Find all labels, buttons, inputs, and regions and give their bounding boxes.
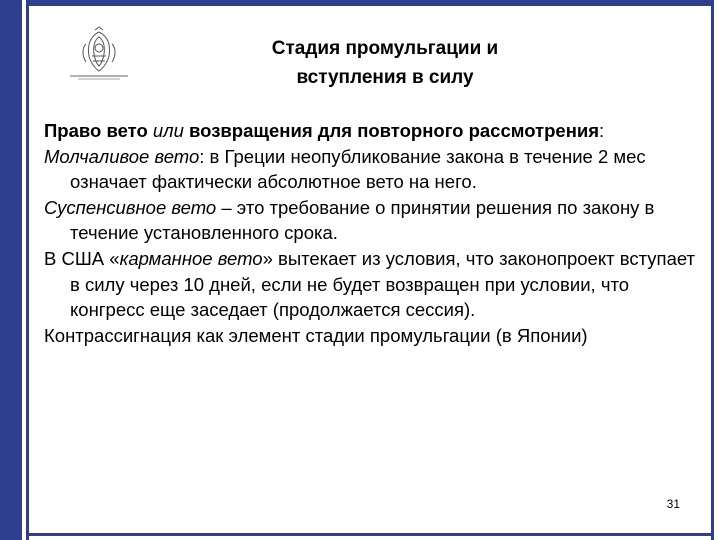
frame-right-border — [711, 0, 714, 540]
pocket-veto-lead: В США « — [44, 247, 120, 269]
pocket-veto-text: » вытекает из условия, что законопроект вступает в силу через 10 дней, если не будет возвращен при условии, что конгресс еще заседает (продолжается сессия). — [70, 247, 695, 321]
left-accent-bar — [0, 0, 22, 540]
frame-top-border — [29, 0, 713, 6]
term-suspensive-veto: Суспенсивное вето — [44, 196, 217, 218]
slide-body — [44, 118, 699, 348]
paragraph-countersignature — [44, 323, 699, 349]
page-number: 31 — [666, 497, 680, 511]
emblem-icon — [68, 26, 130, 82]
silent-veto-text: : в Греции неопубликование закона в течение 2 мес означает фактически абсолютное вето на него. — [70, 145, 646, 193]
suspensive-veto-text: – это требование о принятии решения по закону в течение установленного срока. — [70, 196, 655, 244]
term-reconsideration: возвращения для повторного рассмотрения — [189, 120, 600, 141]
slide-title — [200, 34, 570, 92]
paragraph-silent-veto — [44, 144, 699, 195]
paragraph-pocket-veto — [44, 246, 699, 323]
slide-title-line2: вступления в силу — [296, 67, 474, 88]
term-veto: Право вето — [44, 120, 148, 141]
slide-title-line1: Стадия промульгации и — [271, 38, 499, 59]
left-accent-line — [26, 0, 29, 540]
countersignature-text: Контрассигнация как элемент стадии промульгации (в Японии) — [44, 324, 588, 346]
frame-bottom-border — [29, 533, 713, 536]
paragraph-right-of-veto — [44, 118, 699, 144]
term-pocket-veto: карманное вето — [119, 247, 263, 269]
paragraph-suspensive-veto — [44, 195, 699, 246]
connector-or: или — [147, 120, 190, 141]
term-silent-veto: Молчаливое вето — [44, 145, 200, 167]
colon-text: : — [599, 120, 605, 141]
